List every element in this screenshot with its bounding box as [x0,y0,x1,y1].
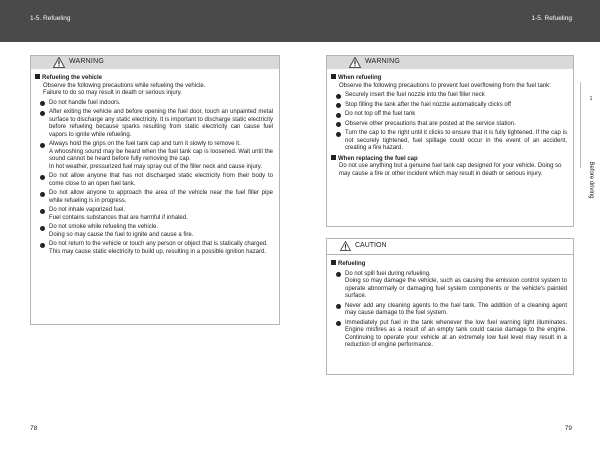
list-item: Securely insert the fuel nozzle into the fuel filler neck [331,92,567,100]
warning-triangle-icon [53,57,65,68]
section-title: When replacing the fuel cap [331,155,567,164]
square-bullet-icon [331,155,336,160]
bullet-icon [336,304,341,309]
chapter-number: 1 [589,96,593,102]
list-item: Do not return to the vehicle or touch any person or object that is statically charged. This may cause static electricity to build up, resulting in a possible ignition hazard. [35,241,273,256]
bullet-icon [336,103,341,108]
square-bullet-icon [35,74,40,79]
left-page-header: 1-5. Refueling [30,15,71,22]
bullet-icon [40,101,45,106]
bullet-icon [40,209,45,214]
caution-header [327,239,573,255]
right-warning-box [326,55,574,227]
intro-text: Observe the following precautions while refueling the vehicle. Failure to do so may result in death or serious injury. [43,82,206,96]
list-item: Observe other precautions that are posted at the service station. [331,121,567,129]
list-item: Do not spill fuel during refueling. Doing so may damage the vehicle, such as causing the emission control system to operate abnormally or damaging fuel system components or the vehicle's painted surface. [331,271,567,301]
list-item: Do not allow anyone that has not discharged static electricity from their body to come close to an open fuel tank. [35,173,273,188]
header-bar [0,0,600,42]
warning-header [31,56,279,69]
section-title: When refueling [331,74,567,83]
intro-text: Observe the following precautions to prevent fuel overflowing from the fuel tank: [339,82,551,89]
list-item: After exiting the vehicle and before opening the fuel door, touch an unpainted metal surface to discharge any static electricity. It is important to discharge static electricity before refueling because sparks resulting from static electricity can cause fuel vapors to ignite while refueling. [35,109,273,139]
warning-triangle-icon [349,57,361,68]
list-item: Turn the cap to the right until it clicks to ensure that it is fully tightened. If the cap is not securely tightened, fuel spillage could occur in the event of an accident, creating a fire hazard. [331,130,567,153]
right-page-number: 79 [564,425,572,432]
caution-title: CAUTION [355,242,387,249]
square-bullet-icon [331,74,336,79]
caution-triangle-icon [340,241,351,251]
bullet-icon [40,111,45,116]
chapter-side-tab [580,82,600,199]
list-item: Do not top off the fuel tank [331,111,567,119]
bullet-icon [336,272,341,277]
bullet-icon [40,226,45,231]
body-text: Do not use anything but a genuine fuel tank cap designed for your vehicle. Doing so may cause a fire or other incident which may result in death or serious injury. [339,163,562,177]
bullet-icon [40,175,45,180]
left-warning-box [30,55,280,325]
bullet-icon [336,132,341,137]
square-bullet-icon [331,260,336,265]
warning-title: WARNING [69,58,104,65]
warning-title: WARNING [365,58,400,65]
bullet-icon [336,321,341,326]
list-item: Do not smoke while refueling the vehicle. Doing so may cause the fuel to ignite and cause a fire. [35,224,273,239]
list-item: Do not handle fuel indoors. [35,100,273,108]
bullet-icon [40,243,45,248]
bullet-icon [336,122,341,127]
list-item: Do not inhale vaporized fuel. Fuel contains substances that are harmful if inhaled. [35,207,273,222]
list-item: Immediately put fuel in the tank whenever the low fuel warning light illuminates. Engine misfires as a result of an empty tank could cause damage to the engine. Continuing to operate your vehicle at an extremely low fuel level may result in a reduction of engine performance. [331,320,567,350]
list-item: Always hold the grips on the fuel tank cap and turn it slowly to remove it. A whooshing sound may be heard when the fuel tank cap is loosened. Wait until the sound cannot be heard before fully removing the cap. In hot weather, pressurized fuel may spray out of the filler neck and cause injury. [35,141,273,171]
section-title: Refueling [331,260,567,269]
section-title: Refueling the vehicle [35,74,273,83]
list-item: Do not allow anyone to approach the area of the vehicle near the fuel filler pipe while refueling is in progress. [35,190,273,205]
chapter-label: Before driving [588,161,594,199]
right-caution-box [326,238,574,375]
bullet-icon [336,113,341,118]
list-item: Stop filling the tank after the fuel nozzle automatically clicks off [331,102,567,110]
list-item: Never add any cleaning agents to the fuel tank. The addition of a cleaning agent may cause damage to the fuel system. [331,303,567,318]
bullet-icon [336,94,341,99]
warning-header [327,56,573,69]
bullet-icon [40,192,45,197]
bullet-icon [40,143,45,148]
left-page-number: 78 [30,425,38,432]
right-page-header: 1-5. Refueling [531,15,572,22]
